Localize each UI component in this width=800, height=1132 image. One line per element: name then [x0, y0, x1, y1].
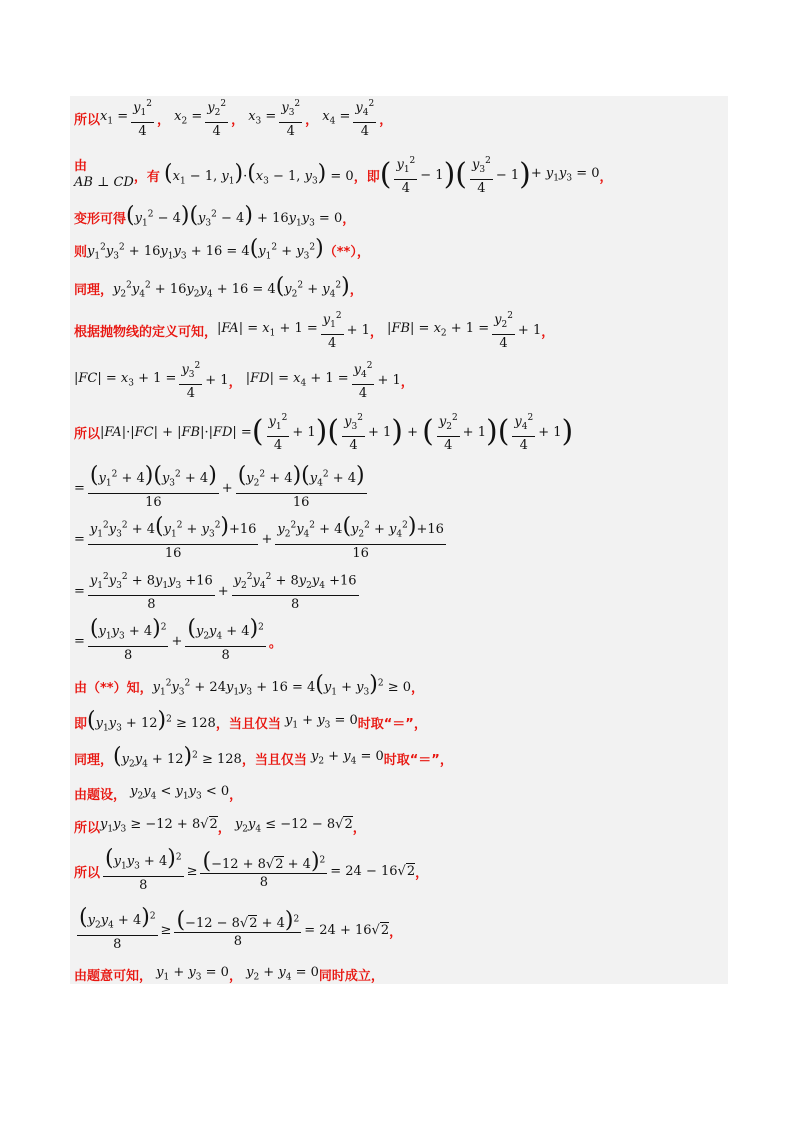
line-fc-fd: $|FC| = x_3 + 1$ = $\frac{y_3^2}{4}$ + 1 ， $|FD| = x_4 + 1$ = $\frac{y_4^2}{4}$ + 1 ， — [74, 360, 414, 400]
line-given: 由题设， $y_2y_4 < y_1y_3 < 0$ ， — [74, 784, 243, 803]
line-tongli-1: 同理， $y_2^2y_4^2 + 16y_2y_4 + 16 = 4(y_2^2 + y_4^2)$ ， — [74, 274, 363, 300]
line-parabola-definition: 根据抛物线的定义可知， $|FA| = x_1 + 1$ = $\frac{y_1^2}{4}$ + 1 ， $|FB| = x_2 + 1$ = $\frac{y_2^2}{4}$ + 1 ， — [74, 310, 554, 350]
line-bounds: 所以 $y_1y_3 \ge -12 + 8√2$ ， $y_2y_4 \le -12 - 8√2$ ， — [74, 817, 366, 836]
line-product-sum: 所以 |FA|·|FC| + |FB|·|FD| = ( $y_1^2$ 4 + 1 ) ( $y_3^2$ 4 + 1 ) + ( $y_2^2$ 4 + 1 ) ( $y_4^2$ 4 + 1 ) — [74, 412, 573, 452]
line-step-4: = $\frac{(y_1y_3 + 4)^2}{8}$ + $\frac{(y_2y_4 + 4)^2}{8}$ 。 — [74, 616, 282, 663]
line-from-star: 由（**）知， $y_1^2y_3^2 + 24y_1y_3 + 16 = 4(y_1 + y_3)^2 \ge 0$ ， — [74, 672, 425, 698]
line-step-2: = $\frac{y_1^2y_3^2 + 4(y_1^2 + y_3^2)+16}{16}$ + $\frac{y_2^2y_4^2 + 4(y_2^2 + y_4^2)+16}{16}$ — [74, 514, 444, 561]
line-inequality-1: 即 $(y_1y_3 + 12)^2 \ge 128$ ，当且仅当 $y_1 + y_3 = 0$ 时取“＝”， — [74, 708, 427, 734]
line-x-values: 所以 $x_1$ = $\frac{y_1^2}{4}$ ， $x_2$ = $\frac{y_2^2}{4}$ ， $x_3$ = $\frac{y_3^2}{4}$ ， $x_4$ = $\frac{y_4^2}{4}$ ， — [74, 98, 392, 138]
line-step-3: = $\frac{y_1^2y_3^2 + 8y_1y_3 +16}{8}$ + $\frac{y_2^2y_4^2 + 8y_2y_4 +16}{8}$ — [74, 571, 362, 611]
line-step-1: = $\frac{(y_1^2 + 4)(y_3^2 + 4)}{16}$ + $\frac{(y_2^2 + 4)(y_4^2 + 4)}{16}$ — [74, 463, 365, 510]
line-star: 则 $y_1^2y_3^2 + 16y_1y_3 + 16 = 4(y_1^2 + y_3^2)$ （**）， — [74, 236, 370, 262]
line-bound-frac-1: 所以 $\frac{(y_1y_3 + 4)^2}{8}$ ≥ $\frac{(-12 + 8√2 + 4)^2}{8}$ = 24 − 16√ 2 ， — [74, 846, 429, 893]
text-suoyi: 所以 — [74, 112, 101, 128]
line-bound-frac-2: $\frac{(y_2y_4 + 4)^2}{8}$ ≥ $\frac{(-12 - 8√2 + 4)^2}{8}$ = 24 + 16√ 2 ， — [79, 905, 403, 952]
line-perpendicular: 由 AB ⊥ CD ， 有 ($x_1 - 1$, $y_1)\cdot(x_3 - 1$, $y_3) = 0$ ， 即 ( $y_1^2$ 4 − 1 ) ( $y_3^2$ 4 − 1 ) + $y_1y_3 = 0$ ， — [74, 155, 613, 195]
line-transform: 变形可得 $(y_1^2 - 4)(y_3^2 - 4) + 16y_1y_3 = 0$ ， — [74, 203, 356, 229]
line-inequality-2: 同理， $(y_2y_4 + 12)^2 \ge 128$ ，当且仅当 $y_2 + y_4 = 0$ 时取“＝”， — [74, 744, 453, 770]
line-conclusion: 由题意可知， $y_1 + y_3 = 0$ ， $y_2 + y_4 = 0$ 同时成立， — [74, 965, 384, 984]
